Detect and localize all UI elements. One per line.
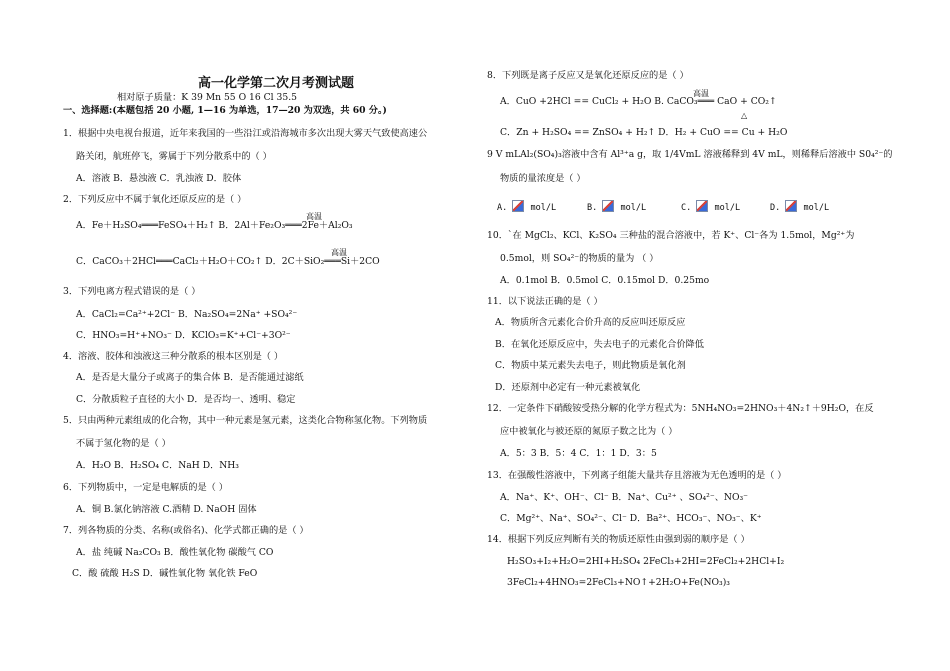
left-line: C．HNO₃=H⁺+NO₃⁻ D．KClO₃=K⁺+Cl⁻+3O²⁻: [76, 330, 291, 341]
q9-option-label: A.: [497, 203, 513, 213]
right-line: H₂SO₃+I₂+H₂O=2HI+H₂SO₄ 2FeCl₃+2HI=2FeCl₂+2HCl+I₂: [507, 556, 785, 567]
right-line: A．5：3 B．5：4 C．1：1 D．3：5: [500, 448, 657, 459]
right-line: C．Mg²⁺、Na⁺、SO₄²⁻、Cl⁻ D．Ba²⁺、HCO₃⁻、NO₃⁻、K⁺: [500, 513, 762, 524]
right-line: 0.5mol，则 SO₄²⁻的物质的量为 （ ）: [500, 253, 659, 264]
formula-image-icon: [602, 200, 614, 212]
q9-option: [497, 200, 556, 214]
atomic-masses: 相对原子质量：K 39 Mn 55 O 16 Cl 35.5: [117, 92, 297, 103]
right-line: A．Na⁺、K⁺、OH⁻、Cl⁻ B．Na⁺、Cu²⁺ 、SO₄²⁻、NO₃⁻: [500, 492, 749, 503]
right-line: C．Zn + H₂SO₄ == ZnSO₄ + H₂↑ D．H₂ + CuO == Cu + H₂O: [500, 127, 788, 138]
right-line: D．还原剂中必定有一种元素被氧化: [495, 382, 641, 393]
page-title: 高一化学第二次月考测试题: [198, 76, 355, 91]
right-line: 12．一定条件下硝酸铵受热分解的化学方程式为：5NH₄NO₃=2HNO₃＋4N₂↑＋9H₂O，在反: [487, 403, 874, 414]
left-line: 7．列各物质的分类、名称(或俗名)、化学式都正确的是（ ）: [63, 525, 309, 536]
formula-image-icon: [785, 200, 797, 212]
left-line: 一、选择题:(本题包括 20 小题, 1—16 为单选，17—20 为双选，共 60 分。): [63, 105, 387, 116]
right-line: B．在氧化还原反应中，失去电子的元素化合价降低: [495, 339, 704, 350]
left-line: C．分散质粒子直径的大小 D．是否均一、透明、稳定: [76, 394, 296, 405]
left-line: 路关闭，航班停飞，雾属于下列分散系中的（ ）: [76, 151, 272, 162]
left-line: A．铜 B.氯化钠溶液 C.酒精 D. NaOH 固体: [76, 504, 257, 515]
left-line: 高温: [306, 212, 322, 221]
q9-option: [681, 200, 740, 214]
q9-option-unit: mol/L: [798, 203, 830, 213]
left-line: C．CaCO₃＋2HCl═══CaCl₂＋H₂O＋CO₂↑ D．2C＋SiO₂═══Si＋2CO: [76, 256, 380, 267]
right-line: 14．根据下列反应判断有关的物质还原性由强到弱的顺序是（ ）: [487, 534, 750, 545]
right-line: 10．`在 MgCl₂、KCl、K₂SO₄ 三种盐的混合溶液中，若 K⁺、Cl⁻各为 1.5mol，Mg²⁺为: [487, 230, 855, 241]
q9-option: [770, 200, 829, 214]
right-line: 3FeCl₂+4HNO₃=2FeCl₃+NO↑+2H₂O+Fe(NO₃)₃: [507, 577, 730, 588]
left-line: 1．根据中央电视台报道，近年来我国的一些沿江或沿海城市多次出现大雾天气致使高速公: [63, 128, 428, 139]
left-line: 高温: [331, 248, 347, 257]
formula-image-icon: [512, 200, 524, 212]
left-line: 不属于氢化物的是（ ）: [76, 438, 171, 449]
q9-option: [587, 200, 646, 214]
left-line: A．溶液 B．悬浊液 C．乳浊液 D．胶体: [76, 173, 242, 184]
left-line: A．Fe＋H₂SO₄═══FeSO₄＋H₂↑ B．2Al＋Fe₂O₃═══2Fe＋Al₂O₃: [76, 220, 353, 231]
q9-option-unit: mol/L: [615, 203, 647, 213]
left-line: A．CaCl₂=Ca²⁺+2Cl⁻ B．Na₂SO₄=2Na⁺ +SO₄²⁻: [76, 309, 298, 320]
formula-image-icon: [696, 200, 708, 212]
right-line: A．CuO +2HCl == CuCl₂ + H₂O B. CaCO₃═══ CaO + CO₂↑: [500, 96, 777, 107]
right-line: A．物质所含元素化合价升高的反应叫还原反应: [495, 317, 686, 328]
right-line: C．物质中某元素失去电子，则此物质是氧化剂: [495, 360, 686, 371]
right-line: 11．以下说法正确的是（ ）: [487, 296, 603, 307]
left-line: 6．下列物质中，一定是电解质的是（ ）: [63, 482, 228, 493]
q9-option-label: B.: [587, 203, 603, 213]
q9-option-unit: mol/L: [525, 203, 557, 213]
right-line: 9 V mLAl₂(SO₄)₃溶液中含有 Al³⁺a g，取 1/4VmL 溶液稀释到 4V mL，则稀释后溶液中 S0₄²⁻的: [487, 149, 893, 160]
left-line: A．H₂O B．H₂SO₄ C．NaH D．NH₃: [76, 460, 239, 471]
left-line: 5．只由两种元素组成的化合物，其中一种元素是氢元素，这类化合物称氢化物。下列物质: [63, 415, 428, 426]
q9-option-label: C.: [681, 203, 697, 213]
left-line: 4．溶液、胶体和浊液这三种分散系的根本区别是（ ）: [63, 351, 284, 362]
right-line: 高温: [693, 89, 709, 98]
right-line: 13．在强酸性溶液中，下列离子组能大量共存且溶液为无色透明的是（ ）: [487, 470, 787, 481]
left-line: 3．下列电离方程式错误的是（ ）: [63, 286, 201, 297]
q9-option-label: D.: [770, 203, 786, 213]
q9-option-unit: mol/L: [709, 203, 741, 213]
right-line: 物质的量浓度是（ ）: [500, 173, 586, 184]
left-line: 2．下列反应中不属于氧化还原反应的是（ ）: [63, 194, 247, 205]
right-line: △: [741, 111, 748, 120]
left-line: C．酸 硫酸 H₂S D．碱性氧化物 氧化铁 FeO: [72, 568, 258, 579]
right-line: A．0.1mol B．0.5mol C．0.15mol D．0.25mo: [500, 275, 710, 286]
left-line: A．是否是大量分子或离子的集合体 B．是否能通过滤纸: [76, 372, 304, 383]
left-line: A．盐 纯碱 Na₂CO₃ B．酸性氧化物 碳酸气 CO: [76, 547, 274, 558]
right-line: 8．下列既是离子反应又是氧化还原反应的是（ ）: [487, 70, 689, 81]
right-line: 应中被氧化与被还原的氮原子数之比为（ ）: [500, 426, 678, 437]
